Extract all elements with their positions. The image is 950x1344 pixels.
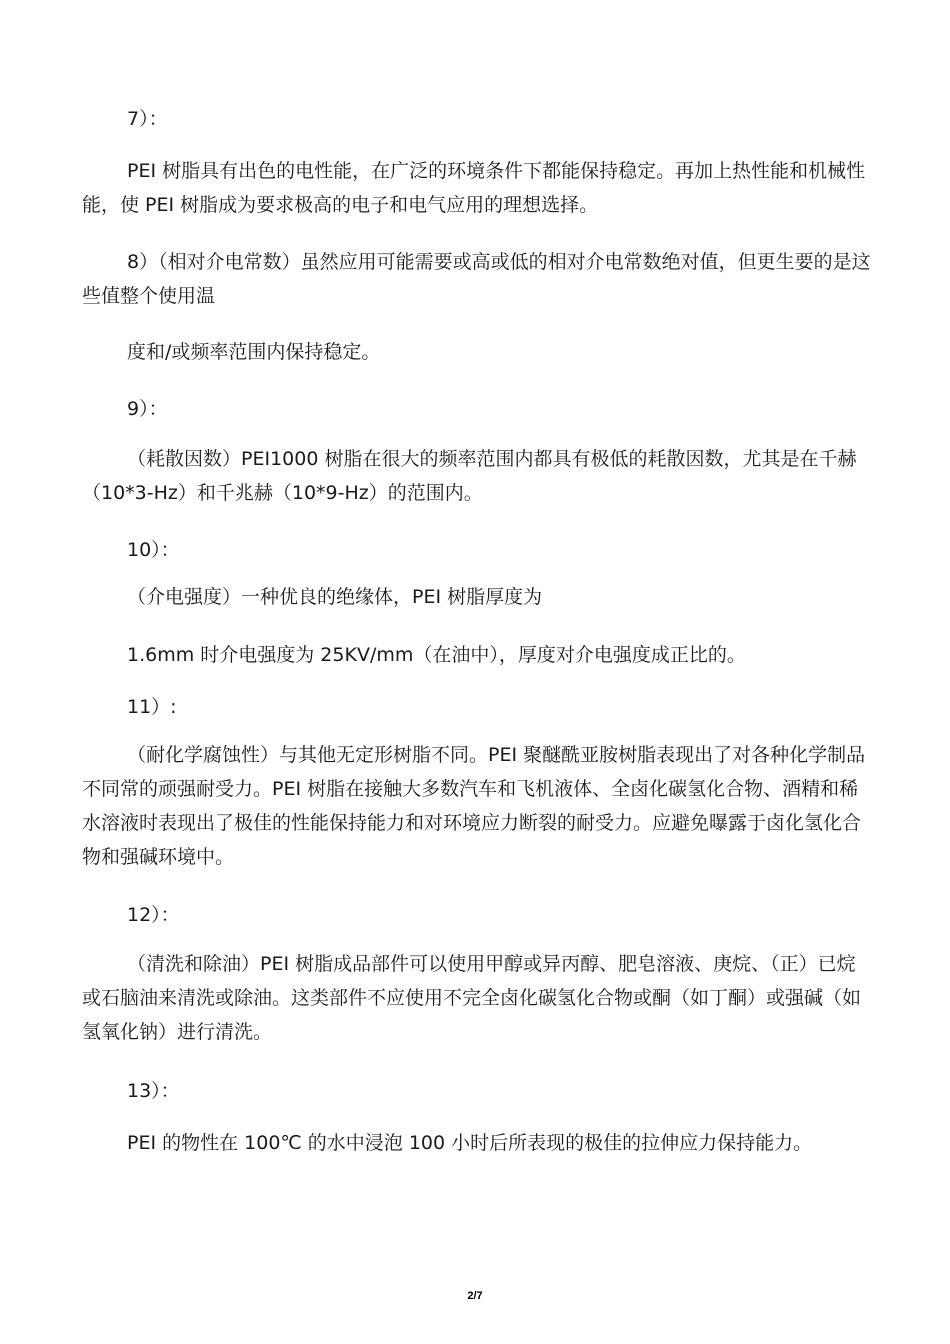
paragraph-12: （清洗和除油）PEI 树脂成品部件可以使用甲醇或异丙醇、肥皂溶液、庚烷、（正）已烷或石脑油来清洗或除油。这类部件不应使用不完全卤化碳氢化合物或酮（如丁酮）或强碱（如氢氧化钠）进行清洗。 <box>82 953 862 1043</box>
section-heading-9: 9）： <box>127 398 168 420</box>
section-heading-11: 11）: <box>127 696 177 718</box>
paragraph-8: 8）（相对介电常数）虽然应用可能需要或高或低的相对介电常数绝对值，但更生要的是这些值整个使用温 <box>82 251 871 307</box>
section-heading-10: 10）： <box>127 539 180 561</box>
paragraph-8-continued: 度和/或频率范围内保持稳定。 <box>127 341 381 363</box>
paragraph-9: （耗散因数）PEI1000 树脂在很大的频率范围内都具有极低的耗散因数，尤其是在千赫（10*3-Hz）和千兆赫（10*9-Hz）的范围内。 <box>82 448 857 504</box>
paragraph-10-continued: 1.6mm 时介电强度为 25KV/mm（在油中），厚度对介电强度成正比的。 <box>127 644 746 666</box>
section-heading-12: 12）： <box>127 904 180 926</box>
paragraph-7: PEI 树脂具有出色的电性能，在广泛的环境条件下都能保持稳定。再加上热性能和机械性能，使 PEI 树脂成为要求极高的电子和电气应用的理想选择。 <box>82 160 866 216</box>
paragraph-13: PEI 的物性在 100℃ 的水中浸泡 100 小时后所表现的极佳的拉伸应力保持能力。 <box>127 1132 813 1154</box>
page-number: 2/7 <box>467 1290 483 1302</box>
section-heading-13: 13）： <box>127 1080 180 1102</box>
paragraph-10: （介电强度）一种优良的绝缘体，PEI 树脂厚度为 <box>127 586 543 608</box>
section-heading-7: 7）： <box>127 108 168 130</box>
paragraph-11: （耐化学腐蚀性）与其他无定形树脂不同。PEI 聚醚酰亚胺树脂表现出了对各种化学制品不同常的顽强耐受力。PEI 树脂在接触大多数汽车和飞机液体、全卤化碳氢化合物、酒精和稀水溶液时表现出了极佳的性能保持能力和对环境应力断裂的耐受力。应避免曝露于卤化氢化合物和强碱环境中。 <box>82 744 866 868</box>
